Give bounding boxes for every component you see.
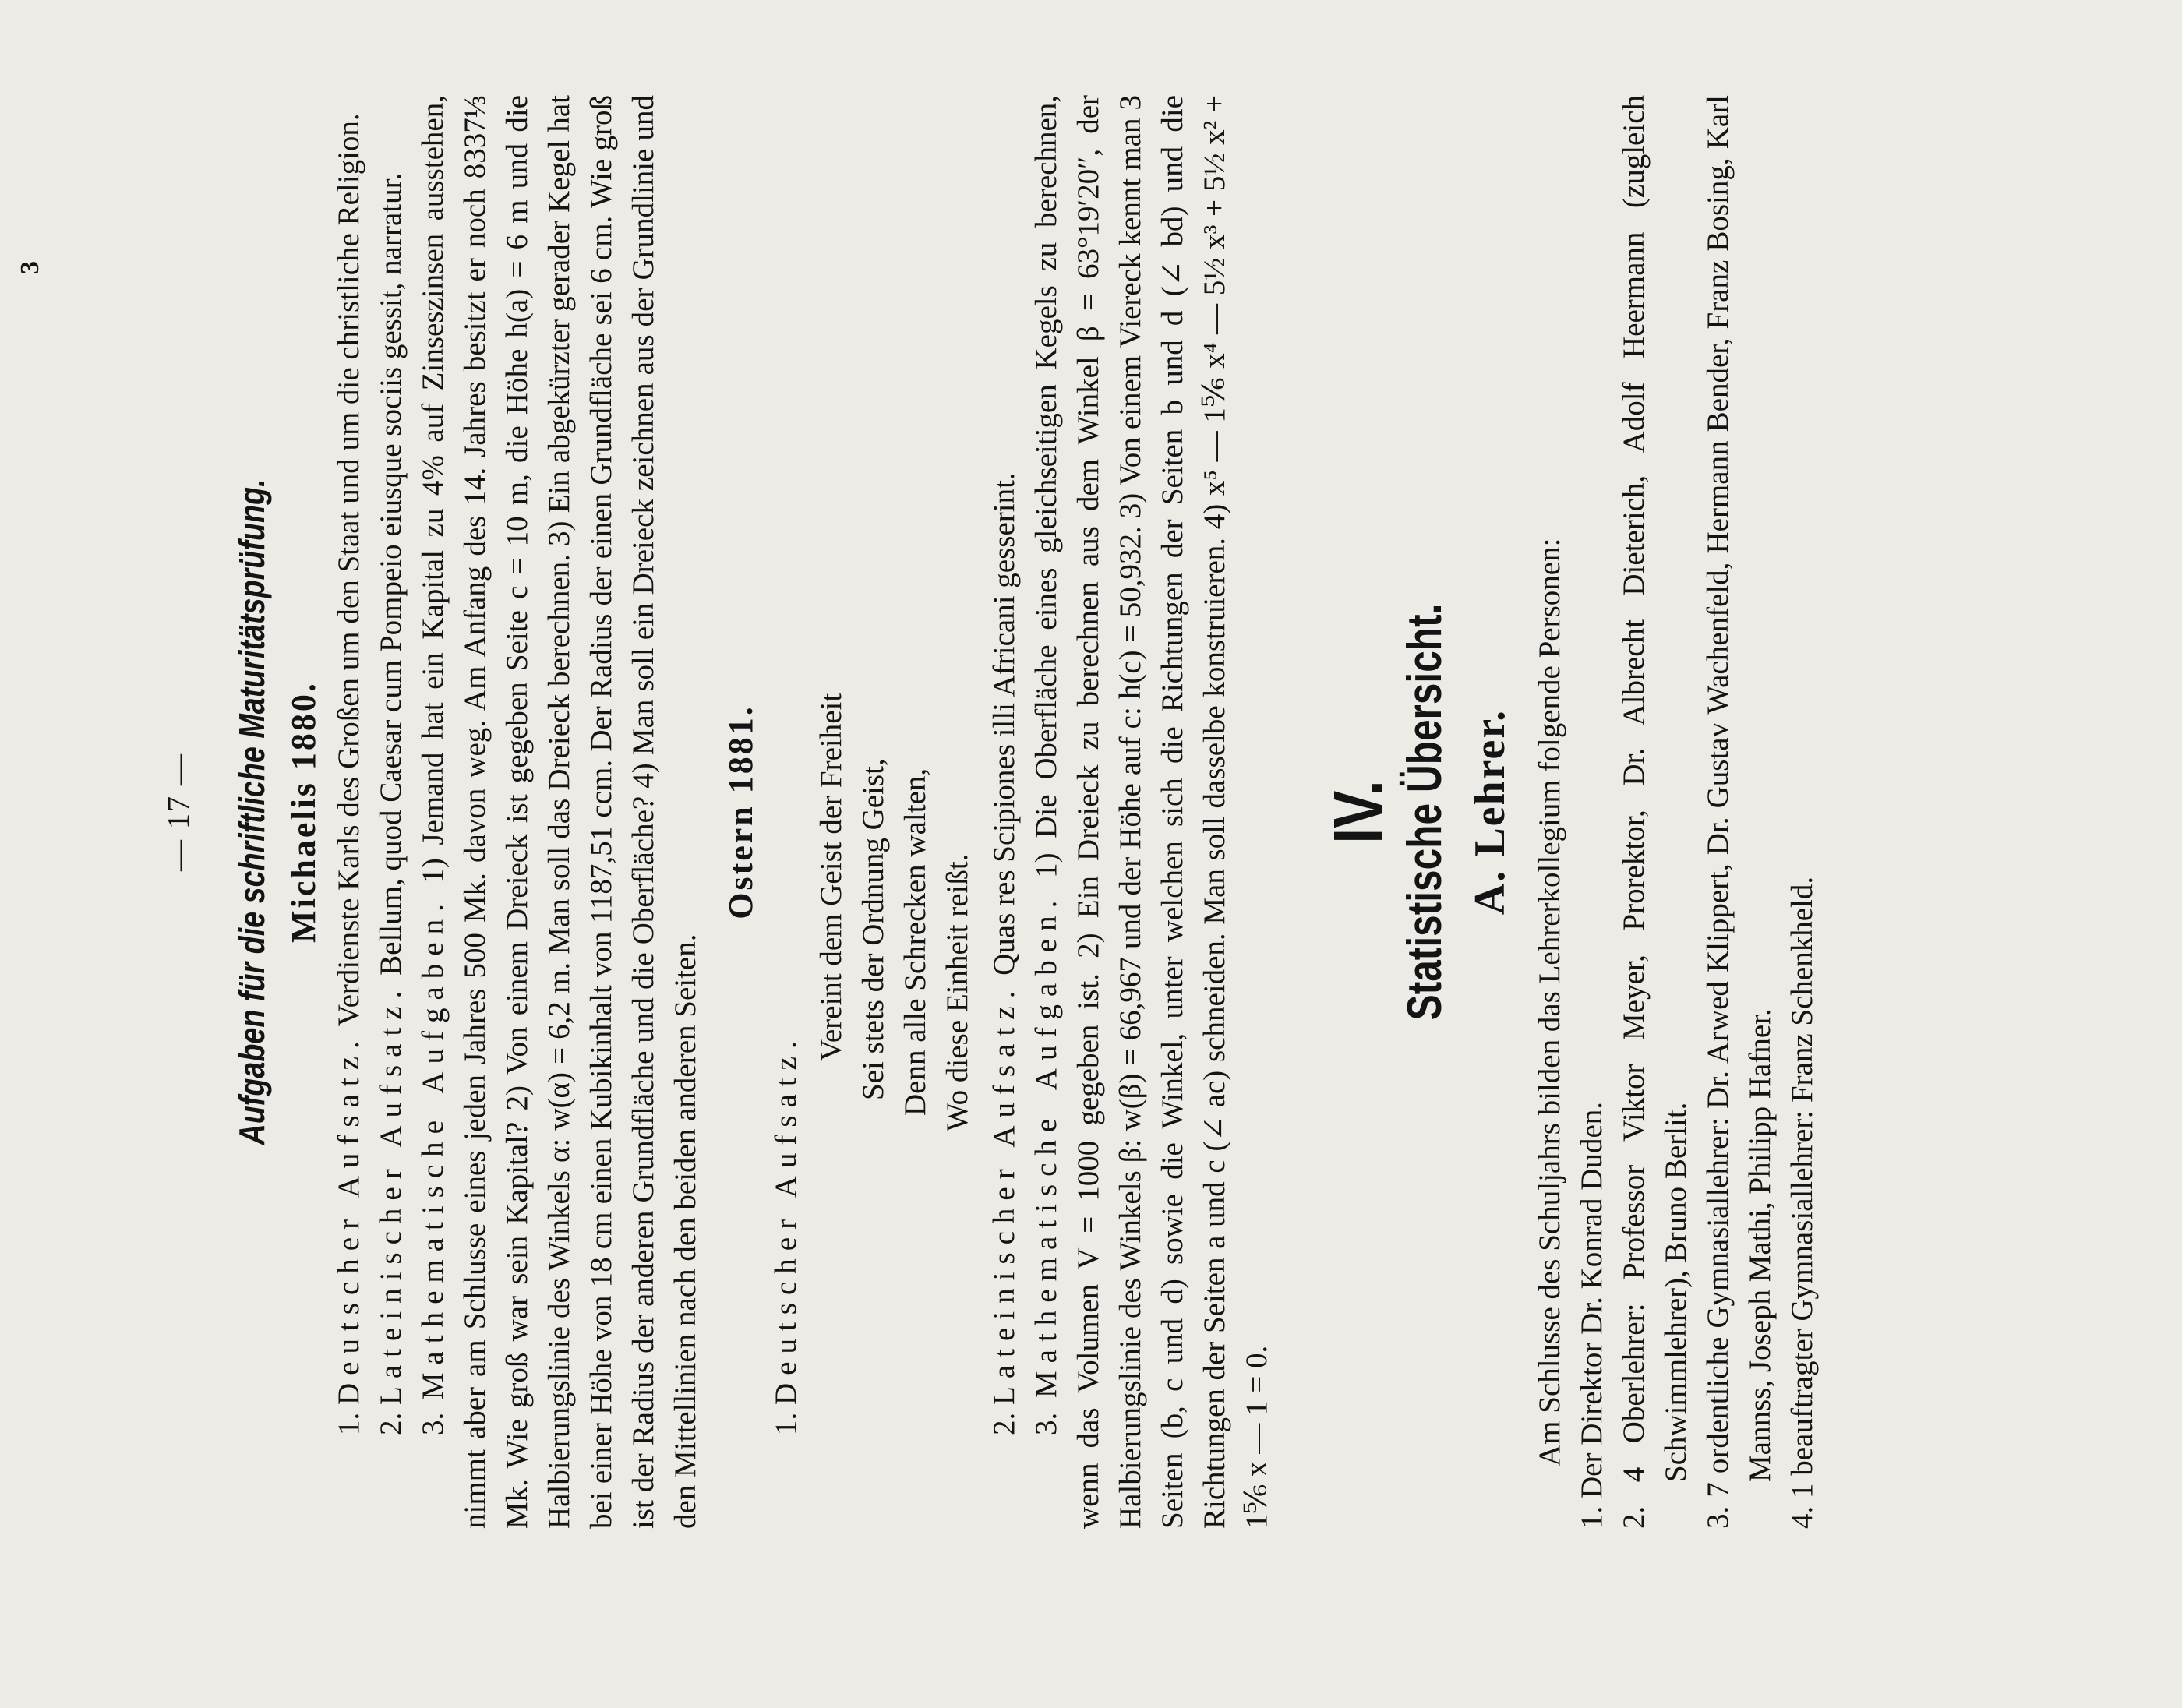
staff-intro: Am Schlusse des Schuljahrs bilden das Lehrerkollegium folgende Personen: xyxy=(1533,538,1566,1466)
staff-entry: 2. 4 Oberlehrer: Professor Viktor Meyer, Prorektor, Dr. Albrecht Dieterich, Adolf Heermann (zugleich Schwimmlehrer), Bruno Berlit. xyxy=(1617,95,1693,1529)
item-number: 3. xyxy=(1029,1412,1063,1435)
ostern-title: Ostern 1881. xyxy=(722,704,760,919)
section-title: Statistische Übersicht. xyxy=(1398,603,1452,1021)
item-number: 1. xyxy=(332,1412,365,1435)
michaelis-item-2 xyxy=(370,95,412,1529)
item-label: Deutscher Aufsatz. xyxy=(332,1033,365,1405)
item-number: 3. xyxy=(416,1412,450,1435)
item-label: Mathematische Aufgaben. xyxy=(416,896,450,1400)
page-body xyxy=(160,95,1824,1529)
item-text: 1) Die Oberfläche eines gleichseitigen Kegels zu berechnen, wenn das Volumen V = 1000 gegeben ist. 2) Ein Dreieck zu berechnen aus dem Winkel β = 63°19′20″, der Halbierungslinie des Winkels β: w(β) = 66,967 und der Höhe auf c: h(c) = 50,932. 3) Von einem Viereck kennt man 3 Seiten (b, c und d) sowie die Winkel, unter welchen sich die Richtungen der Seiten b und d (∠ bd) und die Richtungen der Seiten a und c (∠ ac) schneiden. Man soll dasselbe konstruieren. 4) x⁵ — 1⅚ x⁴ — 5½ x³ + 5½ x² + 1⅚ x — 1 = 0. xyxy=(1029,94,1273,1529)
ostern-item-1 xyxy=(765,95,807,1529)
page-heading: Aufgaben für die schriftliche Maturitätsprüfung. xyxy=(231,478,272,1145)
ostern-item-3 xyxy=(1026,95,1278,1529)
michaelis-item-3 xyxy=(412,95,707,1529)
poem xyxy=(810,95,979,1529)
item-number: 1. xyxy=(769,1412,803,1435)
item-text: Verdienste Karls des Großen um den Staat und um die christliche Religion. xyxy=(332,113,365,1027)
section-number: IV. xyxy=(1320,780,1398,844)
item-number: 2. xyxy=(374,1412,408,1435)
poem-line: Sei stets der Ordnung Geist, xyxy=(856,758,890,1100)
staff-entry: 1. Der Direktor Dr. Konrad Duden. xyxy=(1575,1101,1608,1529)
page-number: — 17 — xyxy=(161,753,196,871)
item-text: Quas res Scipiones illi Africani gesserint. xyxy=(987,472,1021,976)
michaelis-title: Michaelis 1880. xyxy=(284,681,323,943)
poem-line: Denn alle Schrecken walten, xyxy=(899,768,932,1116)
item-label: Mathematische Aufgaben. xyxy=(1029,892,1063,1399)
item-text: 1) Jemand hat ein Kapital zu 4% auf Zinseszinsen ausstehen, nimmt aber am Schlusse eines jeden Jahres 500 Mk. davon weg. Am Anfang des 14. Jahres besitzt er noch 8337⅓ Mk. Wie groß war sein Kapital? 2) Von einem Dreieck ist gegeben Seite c = 10 m, die Höhe h(a) = 6 m und die Halbierungslinie des Winkels α: w(α) = 6,2 m. Man soll das Dreieck berechnen. 3) Ein abgekürzter gerader Kegel hat bei einer Höhe von 18 cm einen Kubikinhalt von 1187,51 ccm. Der Radius der einen Grundfläche sei 6 cm. Wie groß ist der Radius der anderen Grundfläche und die Oberfläche? 4) Man soll ein Dreieck zeichnen aus der Grundlinie und den Mittellinien nach den beiden anderen Seiten. xyxy=(416,95,702,1529)
michaelis-item-1 xyxy=(328,95,370,1529)
staff-entry: 4. 1 beauftragter Gymnasiallehrer: Franz Schenkheld. xyxy=(1785,876,1819,1529)
staff-entry: 3. 7 ordentliche Gymnasiallehrer: Dr. Arwed Klippert, Dr. Gustav Wachenfeld, Hermann Bender, Franz Bosing, Karl Mannss, Joseph Mathi, Philipp Hafner. xyxy=(1701,95,1777,1529)
poem-line: Vereint dem Geist der Freiheit xyxy=(814,693,848,1061)
ostern-item-2 xyxy=(983,95,1026,1529)
poem-line: Wo diese Einheit reißt. xyxy=(941,853,974,1131)
item-text: Bellum, quod Caesar cum Pompeio eiusque sociis gessit, narratur. xyxy=(374,172,408,976)
item-label: Lateinischer Aufsatz. xyxy=(987,983,1021,1405)
item-label: Deutscher Aufsatz. xyxy=(769,1033,803,1405)
subsection-title: A. Lehrer. xyxy=(1466,708,1514,916)
sheet-signature: 3 xyxy=(16,261,44,274)
item-number: 2. xyxy=(987,1412,1021,1435)
item-label: Lateinischer Aufsatz. xyxy=(374,983,408,1405)
